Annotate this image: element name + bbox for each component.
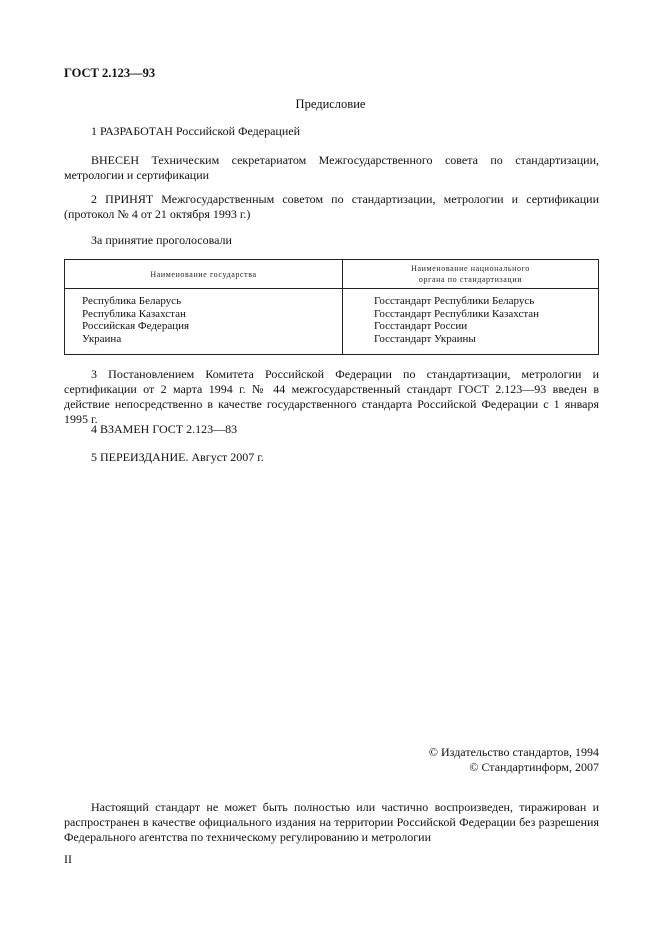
adopted-paragraph: 2 ПРИНЯТ Межгосударственным советом по стандартизации, метрологии и сертификации (протокол № 4 от 21 октября 1993 г.): [64, 192, 599, 221]
copyright-line-1: © Издательство стандартов, 1994: [428, 745, 599, 759]
document-code: ГОСТ 2.123—93: [64, 66, 156, 80]
table-cell-state: Республика Беларусь: [82, 295, 182, 307]
copyright-line-2: © Стандартинформ, 2007: [469, 760, 599, 774]
table-cell-organ: Госстандарт Украины: [374, 332, 476, 345]
table-cell-state: Российская Федерация: [82, 320, 190, 332]
introduced-paragraph: ВНЕСЕН Техническим секретариатом Межгосударственного совета по стандартизации, метрологии и сертификации: [64, 153, 599, 182]
table-header-organ: Наименование национального органа по стандартизации: [343, 260, 599, 289]
replaces-paragraph: 4 ВЗАМЕН ГОСТ 2.123—83: [91, 422, 238, 436]
table-header-state: Наименование государства: [65, 260, 343, 289]
resolution-paragraph: 3 Постановлением Комитета Российской Федерации по стандартизации, метрологии и сертификации от 2 марта 1994 г. № 44 межгосударственный стандарт ГОСТ 2.123—93 введен в действие непосредственно в качестве государственного стандарта Российской Федерации с 1 января 1995 г.: [64, 367, 599, 426]
table-header-row: [65, 260, 599, 289]
page-number: II: [64, 852, 72, 866]
foreword-title: Предисловие: [295, 97, 366, 111]
reissue-paragraph: 5 ПЕРЕИЗДАНИЕ. Август 2007 г.: [91, 450, 264, 464]
developed-paragraph: 1 РАЗРАБОТАН Российской Федерацией: [91, 124, 300, 138]
table-cell-organ: Госстандарт России: [374, 320, 468, 332]
voted-paragraph: За принятие проголосовали: [91, 233, 232, 247]
table-cell-state: Украина: [82, 332, 122, 345]
voting-table: [64, 259, 599, 355]
organs-cell: [343, 289, 599, 355]
states-cell: [65, 289, 343, 355]
reproduction-notice: Настоящий стандарт не может быть полностью или частично воспроизведен, тиражирован и распространен в качестве официального издания на территории Российской Федерации без разрешения Федерального агентства по техническому регулированию и метрологии: [64, 800, 599, 844]
table-cell-organ: Госстандарт Республики Беларусь: [374, 295, 535, 307]
table-body-row: [65, 289, 599, 355]
table-cell-state: Республика Казахстан: [82, 307, 186, 320]
table-cell-organ: Госстандарт Республики Казахстан: [374, 307, 540, 320]
